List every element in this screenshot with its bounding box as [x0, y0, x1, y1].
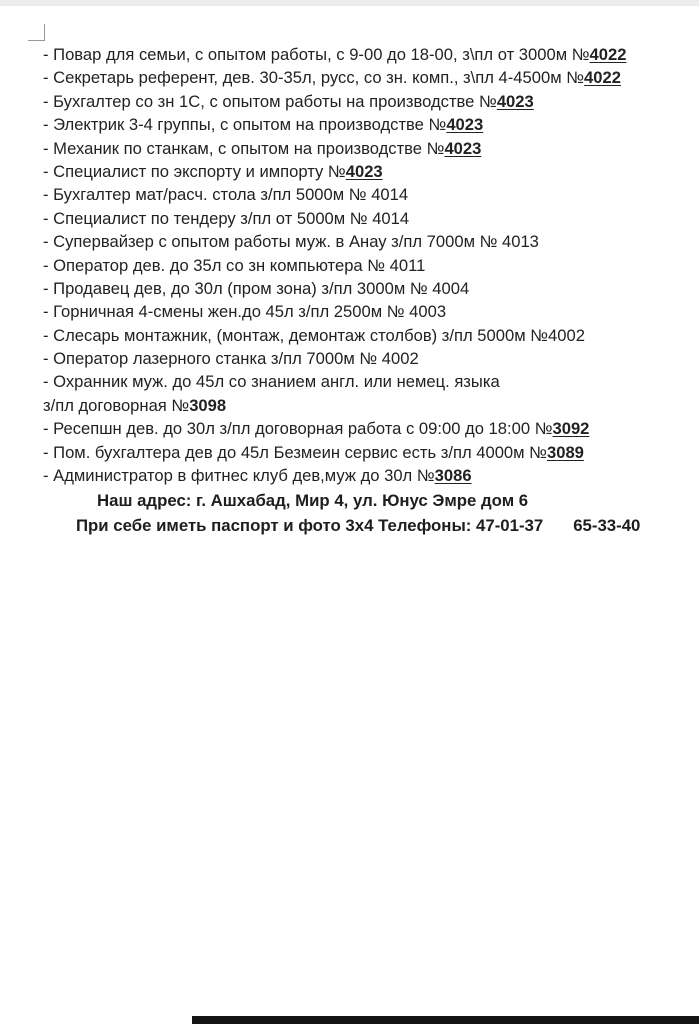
vacancy-item	[43, 230, 693, 253]
vacancy-text: - Механик по станкам, с опытом на производстве №	[43, 138, 445, 158]
vacancy-text: - Оператор лазерного станка з/пл 7000м № 4002	[43, 349, 419, 369]
vacancy-item	[43, 66, 693, 89]
vacancy-item	[43, 441, 693, 464]
vacancy-item	[43, 347, 693, 370]
vacancy-text: - Специалист по экспорту и импорту №	[43, 161, 346, 181]
vacancy-number: 3092	[552, 419, 590, 439]
vacancy-text: - Супервайзер с опытом работы муж. в Анау з/пл 7000м № 4013	[43, 232, 539, 252]
vacancy-item	[43, 324, 693, 347]
vacancy-item	[43, 207, 693, 230]
vacancy-number: 3098	[189, 395, 227, 415]
vacancy-item	[43, 43, 693, 66]
contact-docs-text: При себе иметь паспорт и фото 3х4 Телефоны: 47-01-37	[76, 516, 544, 535]
page-corner-mark	[28, 24, 45, 41]
vacancy-item	[43, 160, 693, 183]
vacancy-text: з/пл договорная №	[43, 395, 190, 415]
vacancy-item	[43, 137, 693, 160]
bottom-bar	[192, 1016, 699, 1024]
vacancy-text: - Пом. бухгалтера дев до 45л Безмеин сервис есть з/пл 4000м №	[43, 442, 547, 462]
vacancy-text: - Администратор в фитнес клуб дев,муж до 30л №	[43, 466, 435, 486]
vacancy-number: 4023	[496, 91, 534, 111]
vacancy-text: - Секретарь референт, дев. 30-35л, русс, со зн. комп., з\пл 4-4500м №	[43, 68, 585, 88]
vacancy-item	[43, 183, 693, 206]
vacancy-number: 4023	[446, 115, 484, 135]
vacancy-text: - Охранник муж. до 45л со знанием англ. или немец. языка	[43, 372, 500, 392]
contact-docs-phones	[0, 516, 699, 536]
vacancy-number: 4023	[444, 138, 482, 158]
top-band	[0, 0, 699, 6]
vacancy-number: 4022	[589, 45, 627, 64]
vacancy-text: - Слесарь монтажник, (монтаж, демонтаж столбов) з/пл 5000м №4002	[43, 325, 585, 345]
vacancy-item	[43, 90, 693, 113]
vacancy-item	[43, 417, 693, 440]
vacancy-text: - Оператор дев. до 35л со зн компьютера № 4011	[43, 255, 426, 275]
vacancy-text: - Электрик 3-4 группы, с опытом на производстве №	[43, 115, 447, 135]
vacancy-text: - Ресепшн дев. до 30л з/пл договорная работа с 09:00 до 18:00 №	[43, 419, 553, 439]
vacancy-text: - Специалист по тендеру з/пл от 5000м № 4014	[43, 208, 410, 228]
vacancy-item	[43, 113, 693, 136]
contact-address: Наш адрес: г. Ашхабад, Мир 4, ул. Юнус Эмре дом 6	[97, 491, 529, 510]
vacancy-item	[43, 464, 693, 487]
vacancy-number: 3086	[434, 466, 472, 486]
vacancy-number: 3089	[546, 442, 584, 462]
vacancy-item	[43, 370, 693, 417]
contact-phone-2: 65-33-40	[573, 516, 641, 535]
vacancy-item	[43, 254, 693, 277]
vacancy-number: 4023	[345, 161, 383, 181]
vacancy-item	[43, 300, 693, 323]
vacancy-text: - Повар для семьи, с опытом работы, с 9-00 до 18-00, з\пл от 3000м №	[43, 45, 590, 64]
vacancy-number: 4022	[584, 68, 621, 88]
vacancy-text-continued	[43, 394, 693, 417]
vacancy-list	[43, 43, 693, 487]
vacancy-text: - Бухгалтер со зн 1С, с опытом работы на производстве №	[43, 91, 497, 111]
vacancy-text: - Бухгалтер мат/расч. стола з/пл 5000м № 4014	[43, 185, 409, 205]
vacancy-text: - Продавец дев, до 30л (пром зона) з/пл 3000м № 4004	[43, 278, 470, 298]
vacancy-item	[43, 277, 693, 300]
vacancy-text: - Горничная 4-смены жен.до 45л з/пл 2500м № 4003	[43, 302, 447, 322]
